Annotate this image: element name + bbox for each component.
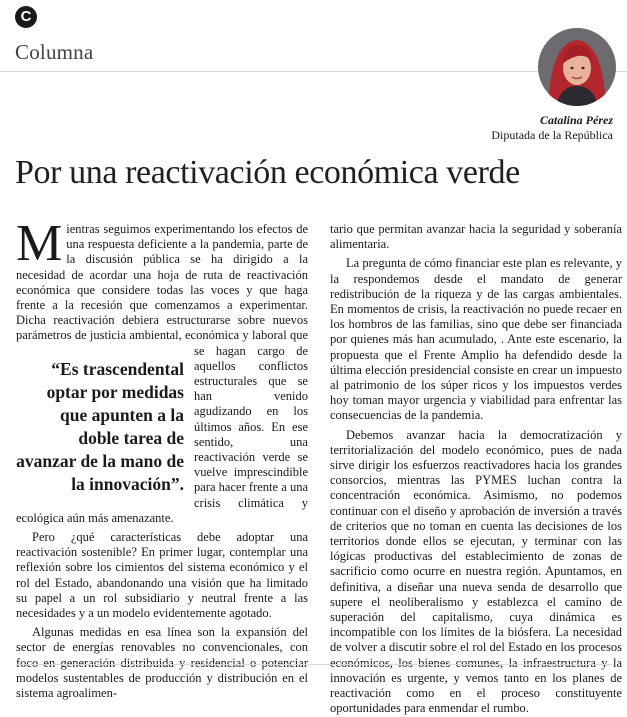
drop-cap: M [16,215,63,272]
article-column-left [16,215,308,701]
paragraph-2: Pero ¿qué características debe adoptar una reactivación sostenible? En primer lugar, contemplar una reflexión sobre los cimientos del sistema económico y el rol del Estado, abandonando una visión que ha limitado su papel a un rol subsidiario y neutral frente a las necesidades y a un modelo evidentemente agotado. [16,530,308,621]
paragraph-1-text: ientras seguimos experimentando los efectos de una respuesta deficiente a la pandemia, parte de la discusión pública se ha dirigido a la necesidad de acordar una hoja de ruta de reactivación económica que considere todas las voces y que haga frente a la recesión que comenzamos a experimentar. Dicha reactivación debiera estructurarse sobre nuevos parámetros de justicia ambiental, económica y laboral que se hagan cargo de aquellos conflictos estructurales que se han venido agudizando en los últimos años. En ese sentido, una reactivación verde se vuelve imprescindible para hacer frente a una crisis climática y ecológica aún más amenazante. [16,222,308,525]
paragraph-4: tario que permitan avanzar hacia la seguridad y soberanía alimentaria. [330,222,622,252]
author-portrait-icon [538,28,616,106]
article-column-right [330,222,622,717]
paragraph-6: Debemos avanzar hacia la democratización y territorialización del modelo económico, pues de nada sirve dirigir los esfuerzos reactivadores hacia los grandes consorcios, mientras las PYMES luchan contra la concentración económica. Asimismo, no podemos continuar con el diseño y aprobación de inversión a través de criterios que no toman en cuenta las decisiones de los territorios donde ellos se ejecutan, y terminar con las lógicas productivas del establecimiento de zonas de sacrificio como ocurre en nuestra región. Apuntamos, en definitiva, a diseñar una nueva senda de desarrollo que supere el neoliberalismo y establezca el camino de superación del capitalismo, cuya dinámica es incompatible con los límites de la biósfera. La necesidad de volver a discutir sobre el rol del Estado en los procesos económicos, los bienes comunes, la infraestructura y la innovación es urgente, y vemos tanto en los planes de reactivación como en el proceso constituyente oportunidades para enmendar el rumbo. [330,427,622,716]
header-divider [0,71,627,72]
section-logo-icon: C [15,6,37,28]
pull-quote: “Es trascendental optar por medidas que apunten a la doble tarea de avanzar de la mano de la innovación”. [16,359,184,494]
footer-divider [16,664,612,665]
headline: Por una reactivación económica verde [15,154,520,191]
author-photo [538,28,616,106]
author-name: Catalina Pérez [539,113,613,127]
author-role: Diputada de la República [491,128,613,142]
paragraph-3: Algunas medidas en esa línea son la expansión del sector de energías renovables no convencionales, con foco en generación distribuida y residencial o potenciar modelos sustentables de producción y distribución en el sistema agroalimen- [16,625,308,701]
paragraph-1 [16,215,308,526]
section-label: Columna [15,40,94,64]
paragraph-5: La pregunta de cómo financiar este plan es relevante, y la respondemos desde el mandato de generar redistribución de la riqueza y de las cargas ambientales. En momentos de crisis, la reactivación no puede recaer en los hombros de las familias, sino que debe ser financiada por quienes más han acumulado, . Ante este escenario, la propuesta que el Frente Amplio ha defendido desde la última elección presidencial consiste en crear un impuesto al patrimonio de los súper ricos y los impuestos verdes hoy toman mayor urgencia y viabilidad para enfrentar las consecuencias de la pandemia. [330,256,622,423]
